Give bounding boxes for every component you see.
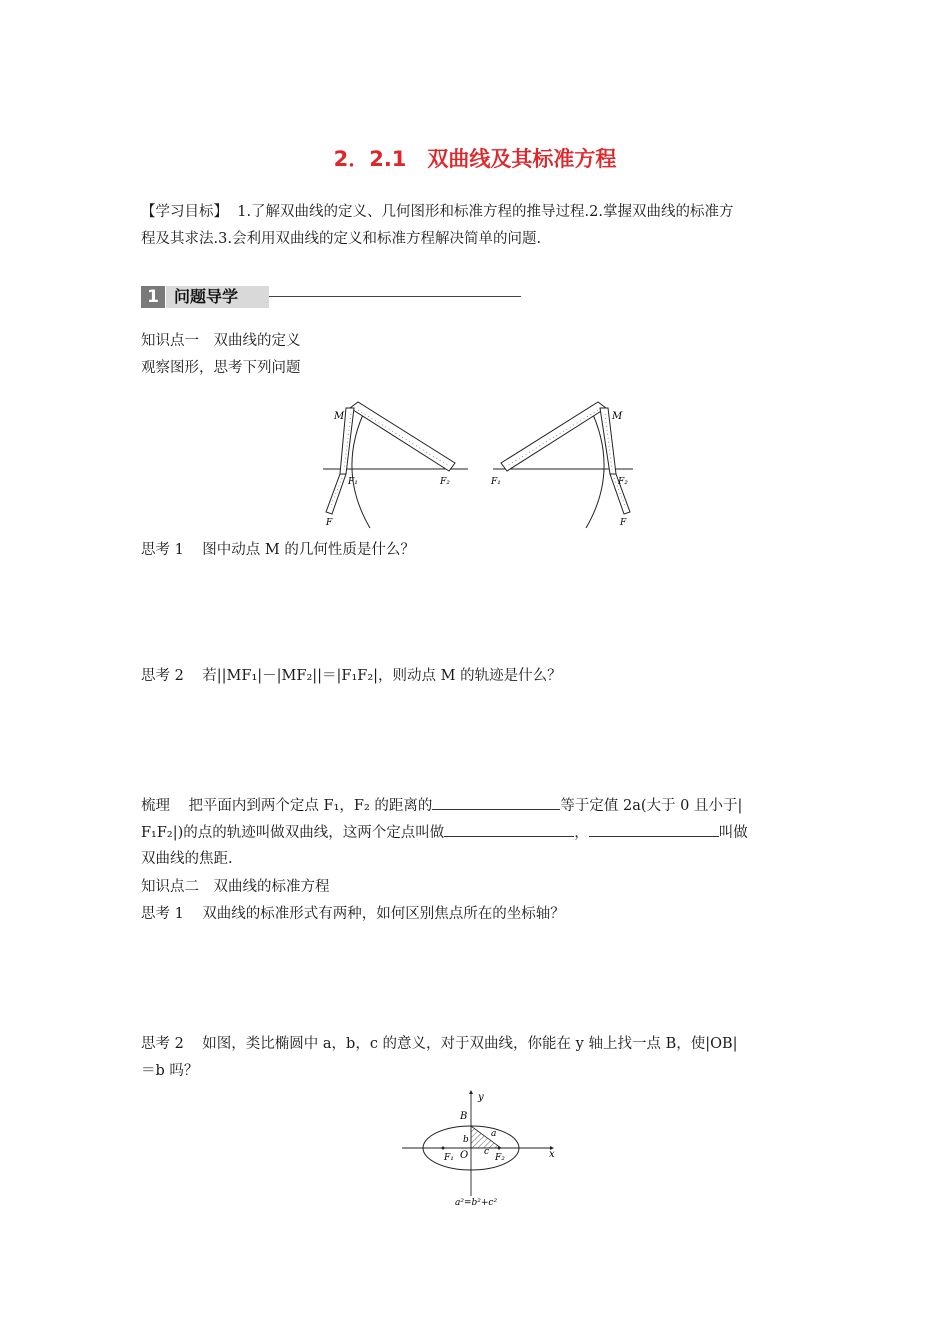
kp1-summary-b: 等于定值 2a(大于 0 且小于| — [560, 798, 743, 814]
kp1-think1 — [141, 540, 415, 560]
left-ruler-short — [326, 408, 354, 514]
right-label-M: M — [612, 411, 623, 422]
figure-caption: a²=b²+c² — [455, 1198, 498, 1208]
objectives-text-1: 1.了解双曲线的定义、几何图形和标准方程的推导过程.2.掌握双曲线的标准方 — [237, 204, 734, 220]
right-label-F: F — [620, 518, 627, 528]
right-label-F2: F₂ — [618, 477, 628, 487]
kp1-heading: 知识点一 双曲线的定义 — [141, 333, 301, 349]
kp1-think2-text: 若||MF₁|－|MF₂||＝|F₁F₂|，则动点 M 的轨迹是什么？ — [202, 668, 562, 684]
kp1-summary-c: F₁F₂|)的点的轨迹叫做双曲线，这两个定点叫做 — [141, 825, 445, 841]
kp2-think1 — [141, 904, 565, 924]
section-rule — [269, 296, 521, 297]
label-c: c — [484, 1147, 490, 1157]
blank-foci[interactable] — [444, 822, 574, 837]
right-ruler-short — [600, 408, 630, 514]
section-number: 1 — [141, 286, 165, 308]
kp1-summary-a: 把平面内到两个定点 F₁，F₂ 的距离的 — [188, 798, 433, 814]
kp2-think1-label: 思考 1 — [141, 906, 184, 922]
kp2-think2-text-b: ＝b 吗？ — [141, 1063, 199, 1079]
left-label-F1: F₁ — [348, 477, 358, 487]
section-title: 问题导学 — [174, 287, 239, 306]
kp2-think2-text-a: 如图，类比椭圆中 a，b，c 的意义，对于双曲线，你能在 y 轴上找一点 B，使|OB| — [202, 1036, 738, 1052]
right-ruler-long — [501, 402, 606, 471]
kp1-think1-label: 思考 1 — [141, 542, 184, 558]
kp2-heading: 知识点二 双曲线的标准方程 — [141, 879, 330, 895]
page-title: 2．2.1 双曲线及其标准方程 — [333, 147, 617, 171]
kp1-summary-label: 梳理 — [141, 798, 170, 814]
kp2-think2-label: 思考 2 — [141, 1036, 184, 1052]
right-hyperbola-branch — [586, 408, 604, 528]
left-hyperbola-branch — [352, 408, 370, 528]
kp1-summary-line-2 — [141, 822, 748, 843]
objectives-text-2: 程及其求法.3.会利用双曲线的定义和标准方程解决简单的问题. — [141, 231, 542, 247]
kp1-summary-f: 双曲线的焦距. — [141, 851, 233, 867]
kp2-think1-text: 双曲线的标准形式有两种，如何区别焦点所在的坐标轴？ — [202, 906, 565, 922]
kp1-summary-d: ， — [574, 825, 589, 841]
kp1-think2-label: 思考 2 — [141, 668, 184, 684]
left-ruler-long — [350, 402, 455, 471]
objectives-label: 【学习目标】 — [141, 204, 228, 220]
kp1-instruction: 观察图形，思考下列问题 — [141, 360, 301, 376]
label-x: x — [549, 1149, 555, 1160]
objectives-line-1 — [141, 202, 734, 222]
label-B: B — [460, 1111, 468, 1122]
kp1-summary-line-1 — [141, 795, 742, 816]
blank-distance[interactable] — [432, 795, 560, 810]
kp2-think2 — [141, 1034, 738, 1054]
ellipse-abc-figure — [398, 1086, 558, 1208]
label-F2: F₂ — [495, 1153, 505, 1163]
left-label-F2: F₂ — [440, 477, 450, 487]
blank-focal-distance[interactable] — [589, 822, 719, 837]
left-label-M: M — [334, 411, 345, 422]
right-label-F1: F₁ — [491, 477, 501, 487]
kp1-summary-e: 叫做 — [718, 825, 748, 841]
label-a: a — [491, 1129, 497, 1139]
label-b: b — [463, 1135, 469, 1145]
label-F1: F₁ — [444, 1153, 454, 1163]
kp1-think1-text: 图中动点 M 的几何性质是什么？ — [202, 542, 415, 558]
left-label-F: F — [326, 518, 333, 528]
kp1-think2 — [141, 666, 562, 686]
label-y: y — [478, 1092, 484, 1103]
ruler-hyperbola-figure — [318, 390, 638, 532]
label-O: O — [460, 1150, 469, 1161]
